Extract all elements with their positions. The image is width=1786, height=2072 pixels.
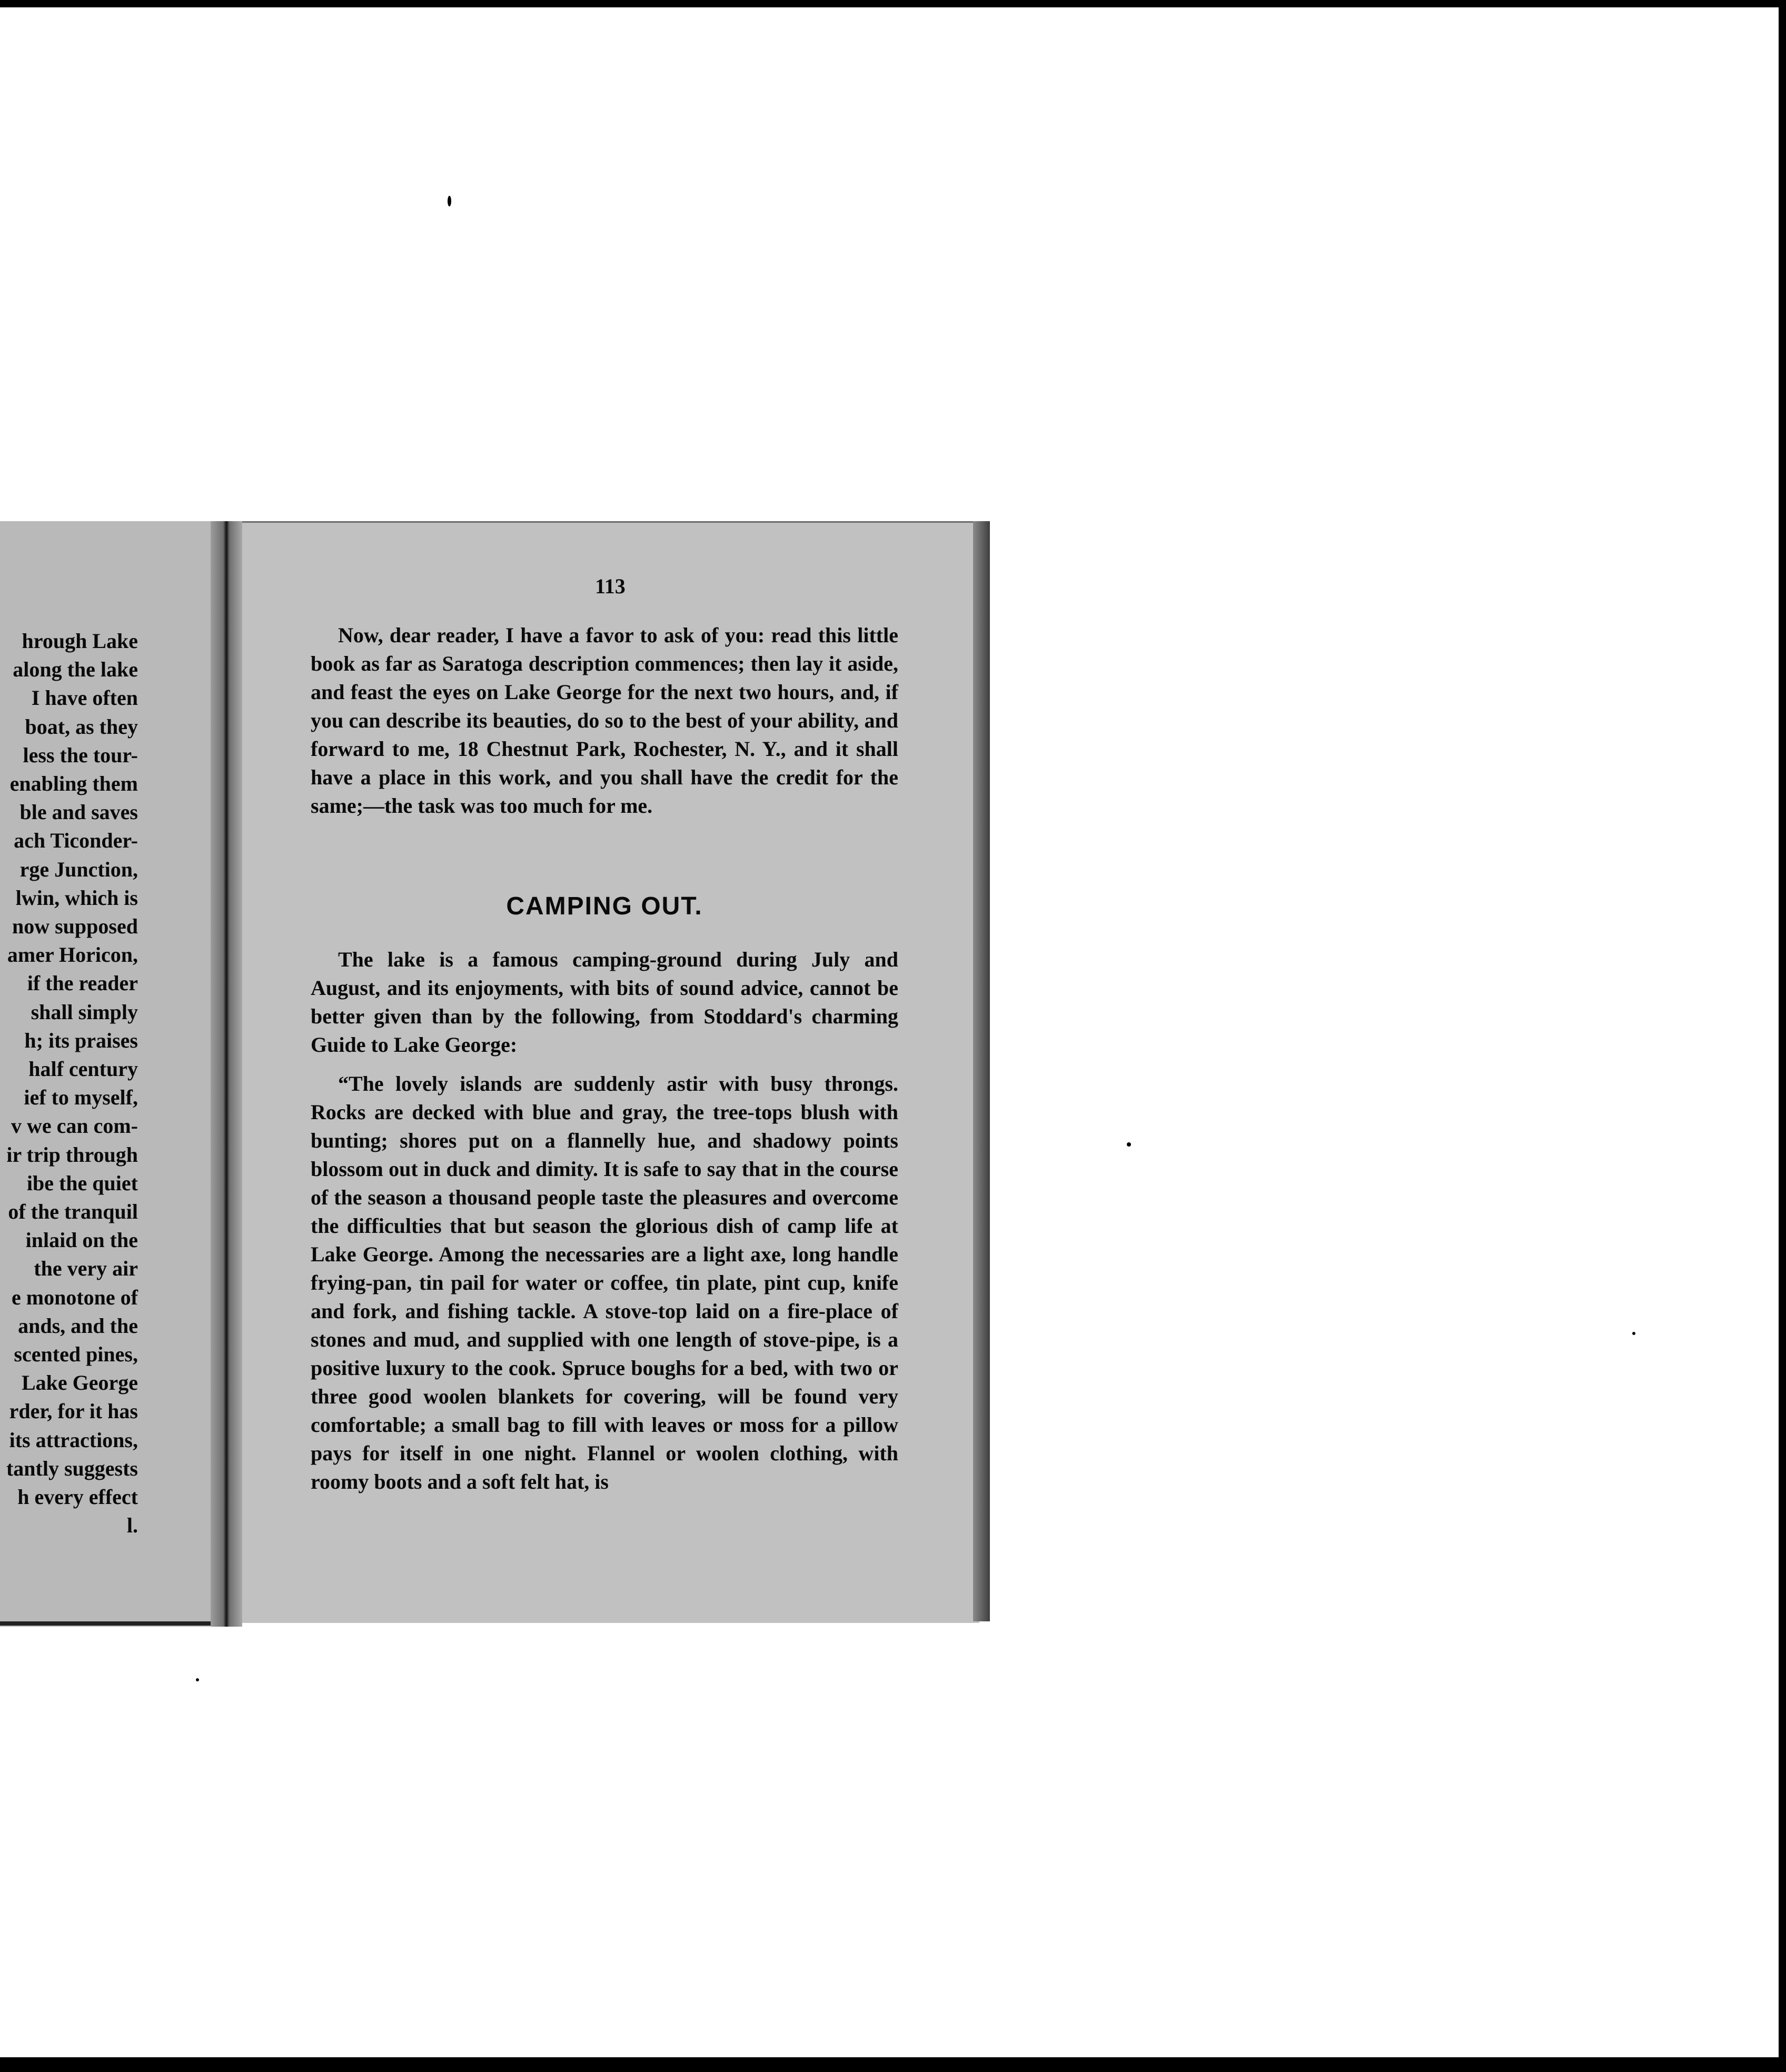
dust-speck	[448, 196, 451, 206]
left-page-line: now supposed	[12, 914, 138, 938]
scan-border-right	[1779, 0, 1786, 2072]
left-page-line: the very air	[34, 1257, 138, 1281]
left-page-line: enabling them	[9, 772, 138, 795]
paragraph-quote: “The lovely islands are suddenly astir with busy throngs. Rocks are decked with blue and gray, the tree-tops blush with bunting; shores put on a flannelly hue, and shadowy points blossom out in duck and dimity. It is safe to say that in the course of the season a thousand people taste the pleasures and overcome the difficulties that but season the glorious dish of camp life at Lake George. Among the necessaries are a light axe, long handle frying-pan, tin pail for water or coffee, tin plate, pint cup, knife and fork, and fishing tackle. A stove-top laid on a fire-place of stones and mud, and supplied with one length of stove-pipe, is a positive luxury to the cook. Spruce boughs for a bed, with two or three good woolen blankets for covering, will be found very comfortable; a small bag to fill with leaves or moss for a pillow pays for itself in one night. Flannel or woolen clothing, with roomy boots and a soft felt hat, is	[311, 1072, 898, 1493]
left-page-line: boat, as they	[25, 714, 138, 739]
page-number: 113	[595, 574, 626, 598]
left-page-line: e monotone of	[12, 1285, 138, 1309]
left-page-line: I have often	[31, 686, 138, 710]
left-page-bottom-edge	[0, 1621, 226, 1626]
left-page-line: ibe the quiet	[26, 1171, 138, 1195]
right-page-fore-edge	[973, 521, 990, 1621]
left-page-line: ir trip through	[6, 1142, 138, 1167]
scan-border-top	[0, 0, 1786, 7]
left-page-line: ands, and the	[18, 1313, 138, 1338]
left-page-line: of the tranquil	[8, 1200, 138, 1223]
left-page-line: ach Ticonder-	[14, 829, 138, 853]
section-heading: CAMPING OUT.	[506, 892, 703, 920]
left-page-line: rder, for it has	[9, 1399, 138, 1423]
dust-speck	[1127, 1142, 1131, 1147]
paragraph-camping-ground: The lake is a famous camping-ground during July and August, and its enjoyments, with bits of sound advice, cannot be better given than by the following, from Stoddard's charming Guide to Lake George:	[311, 948, 898, 1057]
left-page-line: ief to myself,	[24, 1085, 138, 1110]
left-page	[0, 521, 216, 1627]
book-spine	[211, 521, 242, 1627]
left-page-line: ble and saves	[19, 800, 138, 824]
left-page-line: Lake George	[21, 1371, 138, 1395]
left-page-line: its attractions,	[9, 1428, 138, 1452]
intro-paragraph	[311, 621, 898, 820]
left-page-line: less the tour-	[23, 743, 138, 767]
left-page-line: rge Junction,	[19, 857, 138, 881]
left-page-line: h every effect	[17, 1485, 138, 1509]
left-page-line: inlaid on the	[25, 1228, 138, 1252]
left-page-line: h; its praises	[24, 1028, 138, 1052]
left-page-line: hrough Lake	[22, 629, 138, 653]
dust-speck	[196, 1678, 199, 1681]
left-page-line: l.	[126, 1513, 138, 1538]
dust-speck	[1632, 1332, 1635, 1335]
camping-paragraphs	[311, 945, 898, 1496]
left-page-line: v we can com-	[11, 1114, 138, 1138]
left-page-line: if the reader	[27, 971, 138, 995]
left-page-line: shall simply	[31, 1000, 138, 1024]
left-page-line: half century	[28, 1057, 138, 1081]
left-page-line: along the lake	[13, 658, 138, 682]
left-page-line: scented pines,	[14, 1342, 138, 1366]
left-page-line: tantly suggests	[6, 1456, 138, 1480]
scan-border-bottom	[0, 2057, 1786, 2072]
left-page-line: lwin, which is	[15, 885, 138, 910]
left-page-line: amer Horicon,	[7, 943, 138, 967]
paragraph-favor: Now, dear reader, I have a favor to ask of you: read this little book as far as Saratoga description commences; then lay it aside, and feast the eyes on Lake George for the next two hours, and, if you can describe its beauties, do so to the best of your ability, and forward to me, 18 Chestnut Park, Rochester, N. Y., and it shall have a place in this work, and you shall have the credit for the same;—the task was too much for me.	[311, 623, 898, 818]
